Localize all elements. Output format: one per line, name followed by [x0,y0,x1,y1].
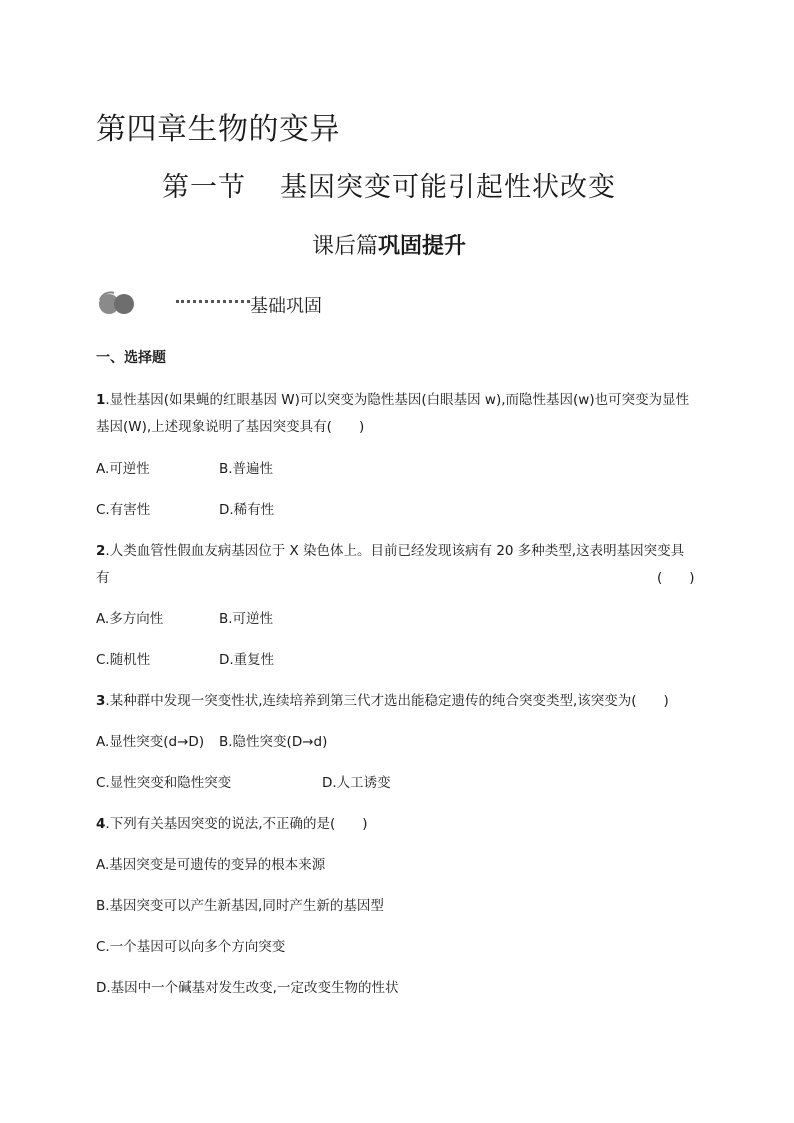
question-2-option-a: A.多方向性 [96,611,164,627]
section-badge-icon [96,290,138,316]
section-label: 第一节 [162,172,246,203]
badge-label: 基础巩固 [250,296,322,317]
subtitle-normal: 课后篇 [312,234,379,259]
question-4-option-c: C.一个基因可以向多个方向突变 [96,939,286,955]
question-4-option-a: A.基因突变是可遗传的变异的根本来源 [96,857,326,873]
question-number: 4 [96,816,106,832]
question-3-option-b: B.隐性突变(D→d) [219,734,328,750]
part-title: 一、选择题 [96,350,166,366]
section-heading [162,165,616,204]
question-1-line-2: 基因(W),上述现象说明了基因突变具有( ) [96,419,365,435]
question-3-option-d: D.人工诱变 [322,775,391,791]
question-number: 1 [96,392,106,408]
question-2-option-c: C.随机性 [96,652,151,668]
question-text: .下列有关基因突变的说法,不正确的是( ) [105,816,368,832]
question-1-line-1 [96,388,689,408]
question-text: .显性基因(如果蝇的红眼基因 W)可以突变为隐性基因(白眼基因 w),而隐性基因(w)也可突变为显性 [105,392,690,408]
question-1-option-a: A.可逆性 [96,461,150,477]
dotted-leader [176,300,250,303]
question-number: 2 [96,543,106,559]
question-2-option-d: D.重复性 [219,652,275,668]
subtitle [312,229,466,260]
question-4-line-1 [96,812,368,832]
chapter-title: 第四章生物的变异 [96,112,340,147]
section-title: 基因突变可能引起性状改变 [280,172,616,203]
question-4-option-b: B.基因突变可以产生新基因,同时产生新的基因型 [96,898,384,914]
question-3-option-a: A.显性突变(d→D) [96,734,205,750]
question-4-option-d: D.基因中一个碱基对发生改变,一定改变生物的性状 [96,980,399,996]
question-3-line-1 [96,689,669,709]
subtitle-bold: 巩固提升 [378,234,467,259]
question-text: .人类血管性假血友病基因位于 X 染色体上。目前已经发现该病有 20 多种类型,这表明基因突变具 [105,543,685,559]
question-1-option-b: B.普遍性 [219,461,274,477]
question-2-line-1 [96,539,684,559]
question-1-option-d: D.稀有性 [219,502,275,518]
question-text: .某种群中发现一突变性状,连续培养到第三代才选出能稳定遗传的纯合突变类型,该突变为( ) [105,693,669,709]
question-2-answer-paren: ( ) [657,570,695,586]
question-number: 3 [96,693,106,709]
question-3-option-c: C.显性突变和隐性突变 [96,775,232,791]
question-2-line-2: 有 [96,570,110,586]
question-1-option-c: C.有害性 [96,502,151,518]
question-2-option-b: B.可逆性 [219,611,274,627]
